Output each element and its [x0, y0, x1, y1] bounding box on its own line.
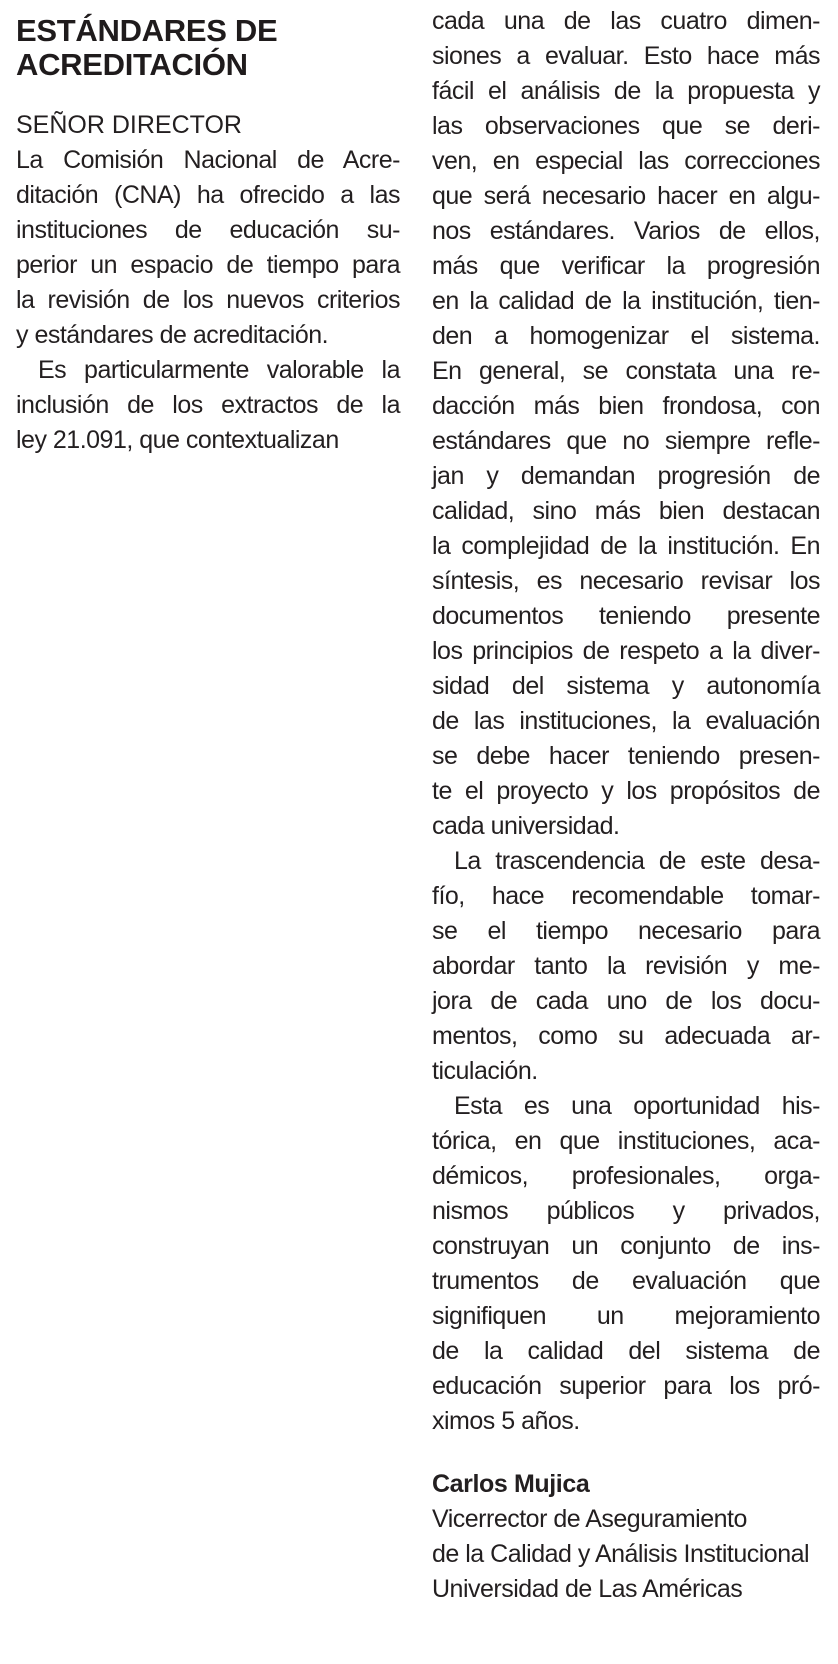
left-body [16, 143, 400, 458]
paragraph [16, 143, 400, 353]
text-line: perior un espacio de tiempo para [16, 251, 400, 279]
text-line: ley 21.091, que contextualizan [16, 426, 339, 454]
text-line: que será necesario hacer en algu- [432, 182, 820, 210]
text-line: En general, se constata una re- [432, 357, 820, 385]
paragraph [16, 353, 400, 458]
text-line: documentos teniendo presente [432, 602, 820, 630]
text-line: jora de cada uno de los docu- [432, 987, 820, 1015]
text-line: fácil el análisis de la propuesta y [432, 77, 820, 105]
text-line: signifiquen un mejoramiento [432, 1302, 820, 1330]
text-line: tórica, en que instituciones, aca- [432, 1127, 820, 1155]
text-line: la revisión de los nuevos criterios [16, 286, 400, 314]
text-line: calidad, sino más bien destacan [432, 497, 820, 525]
text-line: sidad del sistema y autonomía [432, 672, 820, 700]
text-line: la complejidad de la institución. En [432, 532, 820, 560]
text-line: ximos 5 años. [432, 1407, 580, 1435]
text-line: de la calidad del sistema de [432, 1337, 820, 1365]
text-line: construyan un conjunto de ins- [432, 1232, 820, 1260]
paragraph [432, 1089, 820, 1439]
text-line: estándares que no siempre refle- [432, 427, 820, 455]
text-line: den a homogenizar el sistema. [432, 322, 820, 350]
text-line: y estándares de acreditación. [16, 321, 329, 349]
text-line: te el proyecto y los propósitos de [432, 777, 820, 805]
text-line: jan y demandan progresión de [432, 462, 820, 490]
text-line: se el tiempo necesario para [432, 917, 820, 945]
text-line: La Comisión Nacional de Acre- [16, 146, 400, 174]
text-line: cada universidad. [432, 812, 620, 840]
text-line: los principios de respeto a la diver- [432, 637, 820, 665]
text-line: dacción más bien frondosa, con [432, 392, 820, 420]
paragraph [432, 4, 820, 844]
right-body [432, 4, 820, 1439]
text-line: síntesis, es necesario revisar los [432, 567, 820, 595]
text-line: en la calidad de la institución, tien- [432, 287, 820, 315]
text-line: démicos, profesionales, orga- [432, 1162, 820, 1190]
text-line: trumentos de evaluación que [432, 1267, 820, 1295]
signature-title-line: Vicerrector de Aseguramiento [432, 1505, 747, 1533]
signature-affiliation-line: Universidad de Las Américas [432, 1575, 743, 1603]
text-line: cada una de las cuatro dimen- [432, 7, 820, 35]
headline [16, 14, 400, 82]
text-line: abordar tanto la revisión y me- [432, 952, 820, 980]
text-line: más que verificar la progresión [432, 252, 820, 280]
text-line: de las instituciones, la evaluación [432, 707, 820, 735]
signature-title-line: de la Calidad y Análisis Institucional [432, 1540, 810, 1568]
headline-line: ESTÁNDARES DE [16, 13, 278, 48]
text-line: las observaciones que se deri- [432, 112, 820, 140]
left-column [16, 0, 400, 458]
text-line: educación superior para los pró- [432, 1372, 820, 1400]
paragraph [432, 844, 820, 1089]
text-line: siones a evaluar. Esto hace más [432, 42, 820, 70]
headline-line: ACREDITACIÓN [16, 47, 248, 82]
salutation: SEÑOR DIRECTOR [16, 111, 242, 139]
text-line: Esta es una oportunidad his- [454, 1092, 820, 1120]
text-line: La trascendencia de este desa- [454, 847, 820, 875]
text-line: Es particularmente valorable la [38, 356, 400, 384]
text-line: inclusión de los extractos de la [16, 391, 400, 419]
text-line: se debe hacer teniendo presen- [432, 742, 820, 770]
text-line: ticulación. [432, 1057, 538, 1085]
text-line: nos estándares. Varios de ellos, [432, 217, 820, 245]
text-line: nismos públicos y privados, [432, 1197, 820, 1225]
text-line: fío, hace recomendable tomar- [432, 882, 820, 910]
text-line: ditación (CNA) ha ofrecido a las [16, 181, 400, 209]
text-line: ven, en especial las correcciones [432, 147, 820, 175]
text-line: mentos, como su adecuada ar- [432, 1022, 820, 1050]
right-column [432, 0, 820, 1607]
text-line: instituciones de educación su- [16, 216, 400, 244]
signature-name: Carlos Mujica [432, 1470, 590, 1498]
spacer [432, 1439, 820, 1467]
